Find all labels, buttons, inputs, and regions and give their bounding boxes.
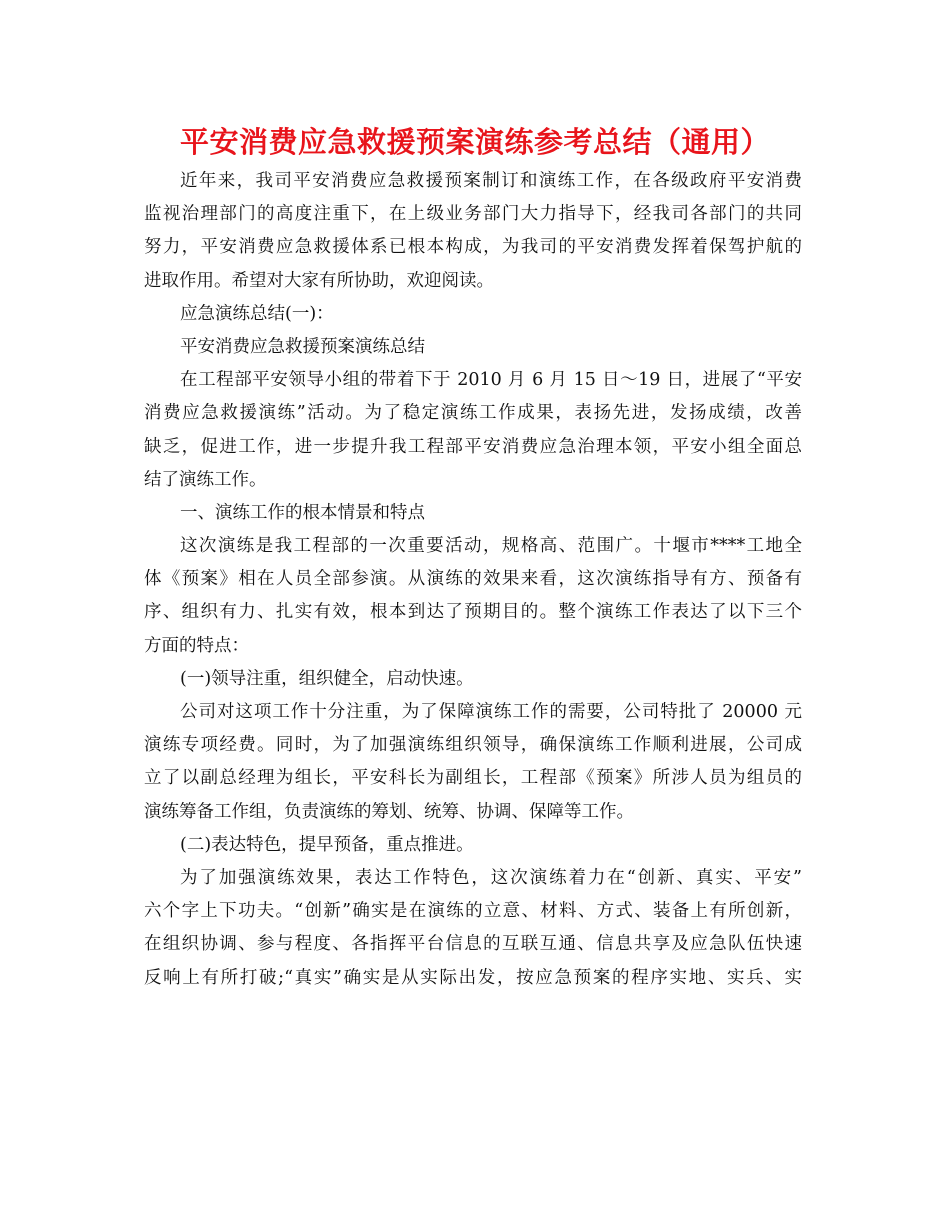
document-title: 平安消费应急救援预案演练参考总结（通用） xyxy=(179,125,770,159)
body-text-line: 方面的特点： xyxy=(144,635,249,656)
body-text-line: 缺乏，促进工作，进一步提升我工程部平安消费应急治理本领，平安小组全面总 xyxy=(144,436,802,457)
body-text-line: 一、演练工作的根本情景和特点 xyxy=(180,502,425,523)
body-text-line: 平安消费应急救援预案演练总结 xyxy=(180,336,425,357)
body-text-line: 近年来，我司平安消费应急救援预案制订和演练工作，在各级政府平安消费 xyxy=(180,171,802,191)
body-text-line: 演练筹备工作组，负责演练的筹划、统筹、协调、保障等工作。 xyxy=(144,801,634,822)
body-text-line: 反响上有所打破;“真实”确实是从实际出发，按应急预案的程序实地、实兵、实 xyxy=(144,967,802,988)
body-text-line: (一)领导注重，组织健全，启动快速。 xyxy=(180,668,474,689)
body-text-line: 这次演练是我工程部的一次重要活动，规格高、范围广。十堰市****工地全 xyxy=(180,536,802,557)
body-text-line: 在工程部平安领导小组的带着下于 2010 月 6 月 15 日～19 日，进展了“平安 xyxy=(180,370,802,391)
body-text-line: 序、组织有力、扎实有效，根本到达了预期目的。整个演练工作表达了以下三个 xyxy=(144,602,802,623)
body-text-line: 应急演练总结(一)： xyxy=(180,303,334,324)
body-text-line: (二)表达特色，提早预备，重点推进。 xyxy=(180,834,474,855)
body-text-line: 六个字上下功夫。“创新”确实是在演练的立意、材料、方式、装备上有所创新， xyxy=(144,901,802,922)
body-text-line: 努力，平安消费应急救援体系已根本构成，为我司的平安消费发挥着保驾护航的 xyxy=(144,237,802,258)
body-text-line: 公司对这项工作十分注重，为了保障演练工作的需要，公司特批了 20000 元 xyxy=(180,702,802,722)
body-text-line: 为了加强演练效果，表达工作特色，这次演练着力在“创新、真实、平安” xyxy=(180,867,802,888)
body-text-line: 结了演练工作。 xyxy=(144,469,267,490)
body-text-line: 演练专项经费。同时，为了加强演练组织领导，确保演练工作顺利进展，公司成 xyxy=(144,735,802,756)
body-text-line: 进取作用。希望对大家有所协助，欢迎阅读。 xyxy=(144,270,494,291)
body-text-line: 消费应急救援演练”活动。为了稳定演练工作成果，表扬先进，发扬成绩，改善 xyxy=(144,403,802,424)
body-text-line: 立了以副总经理为组长，平安科长为副组长，工程部《预案》所涉人员为组员的 xyxy=(144,768,802,789)
body-text-line: 体《预案》相在人员全部参演。从演练的效果来看，这次演练指导有方、预备有 xyxy=(144,569,802,590)
body-text-line: 在组织协调、参与程度、各指挥平台信息的互联互通、信息共享及应急队伍快速 xyxy=(144,934,802,955)
document-body xyxy=(144,165,802,995)
body-text-line: 监视治理部门的高度注重下，在上级业务部门大力指导下，经我司各部门的共同 xyxy=(144,204,802,225)
